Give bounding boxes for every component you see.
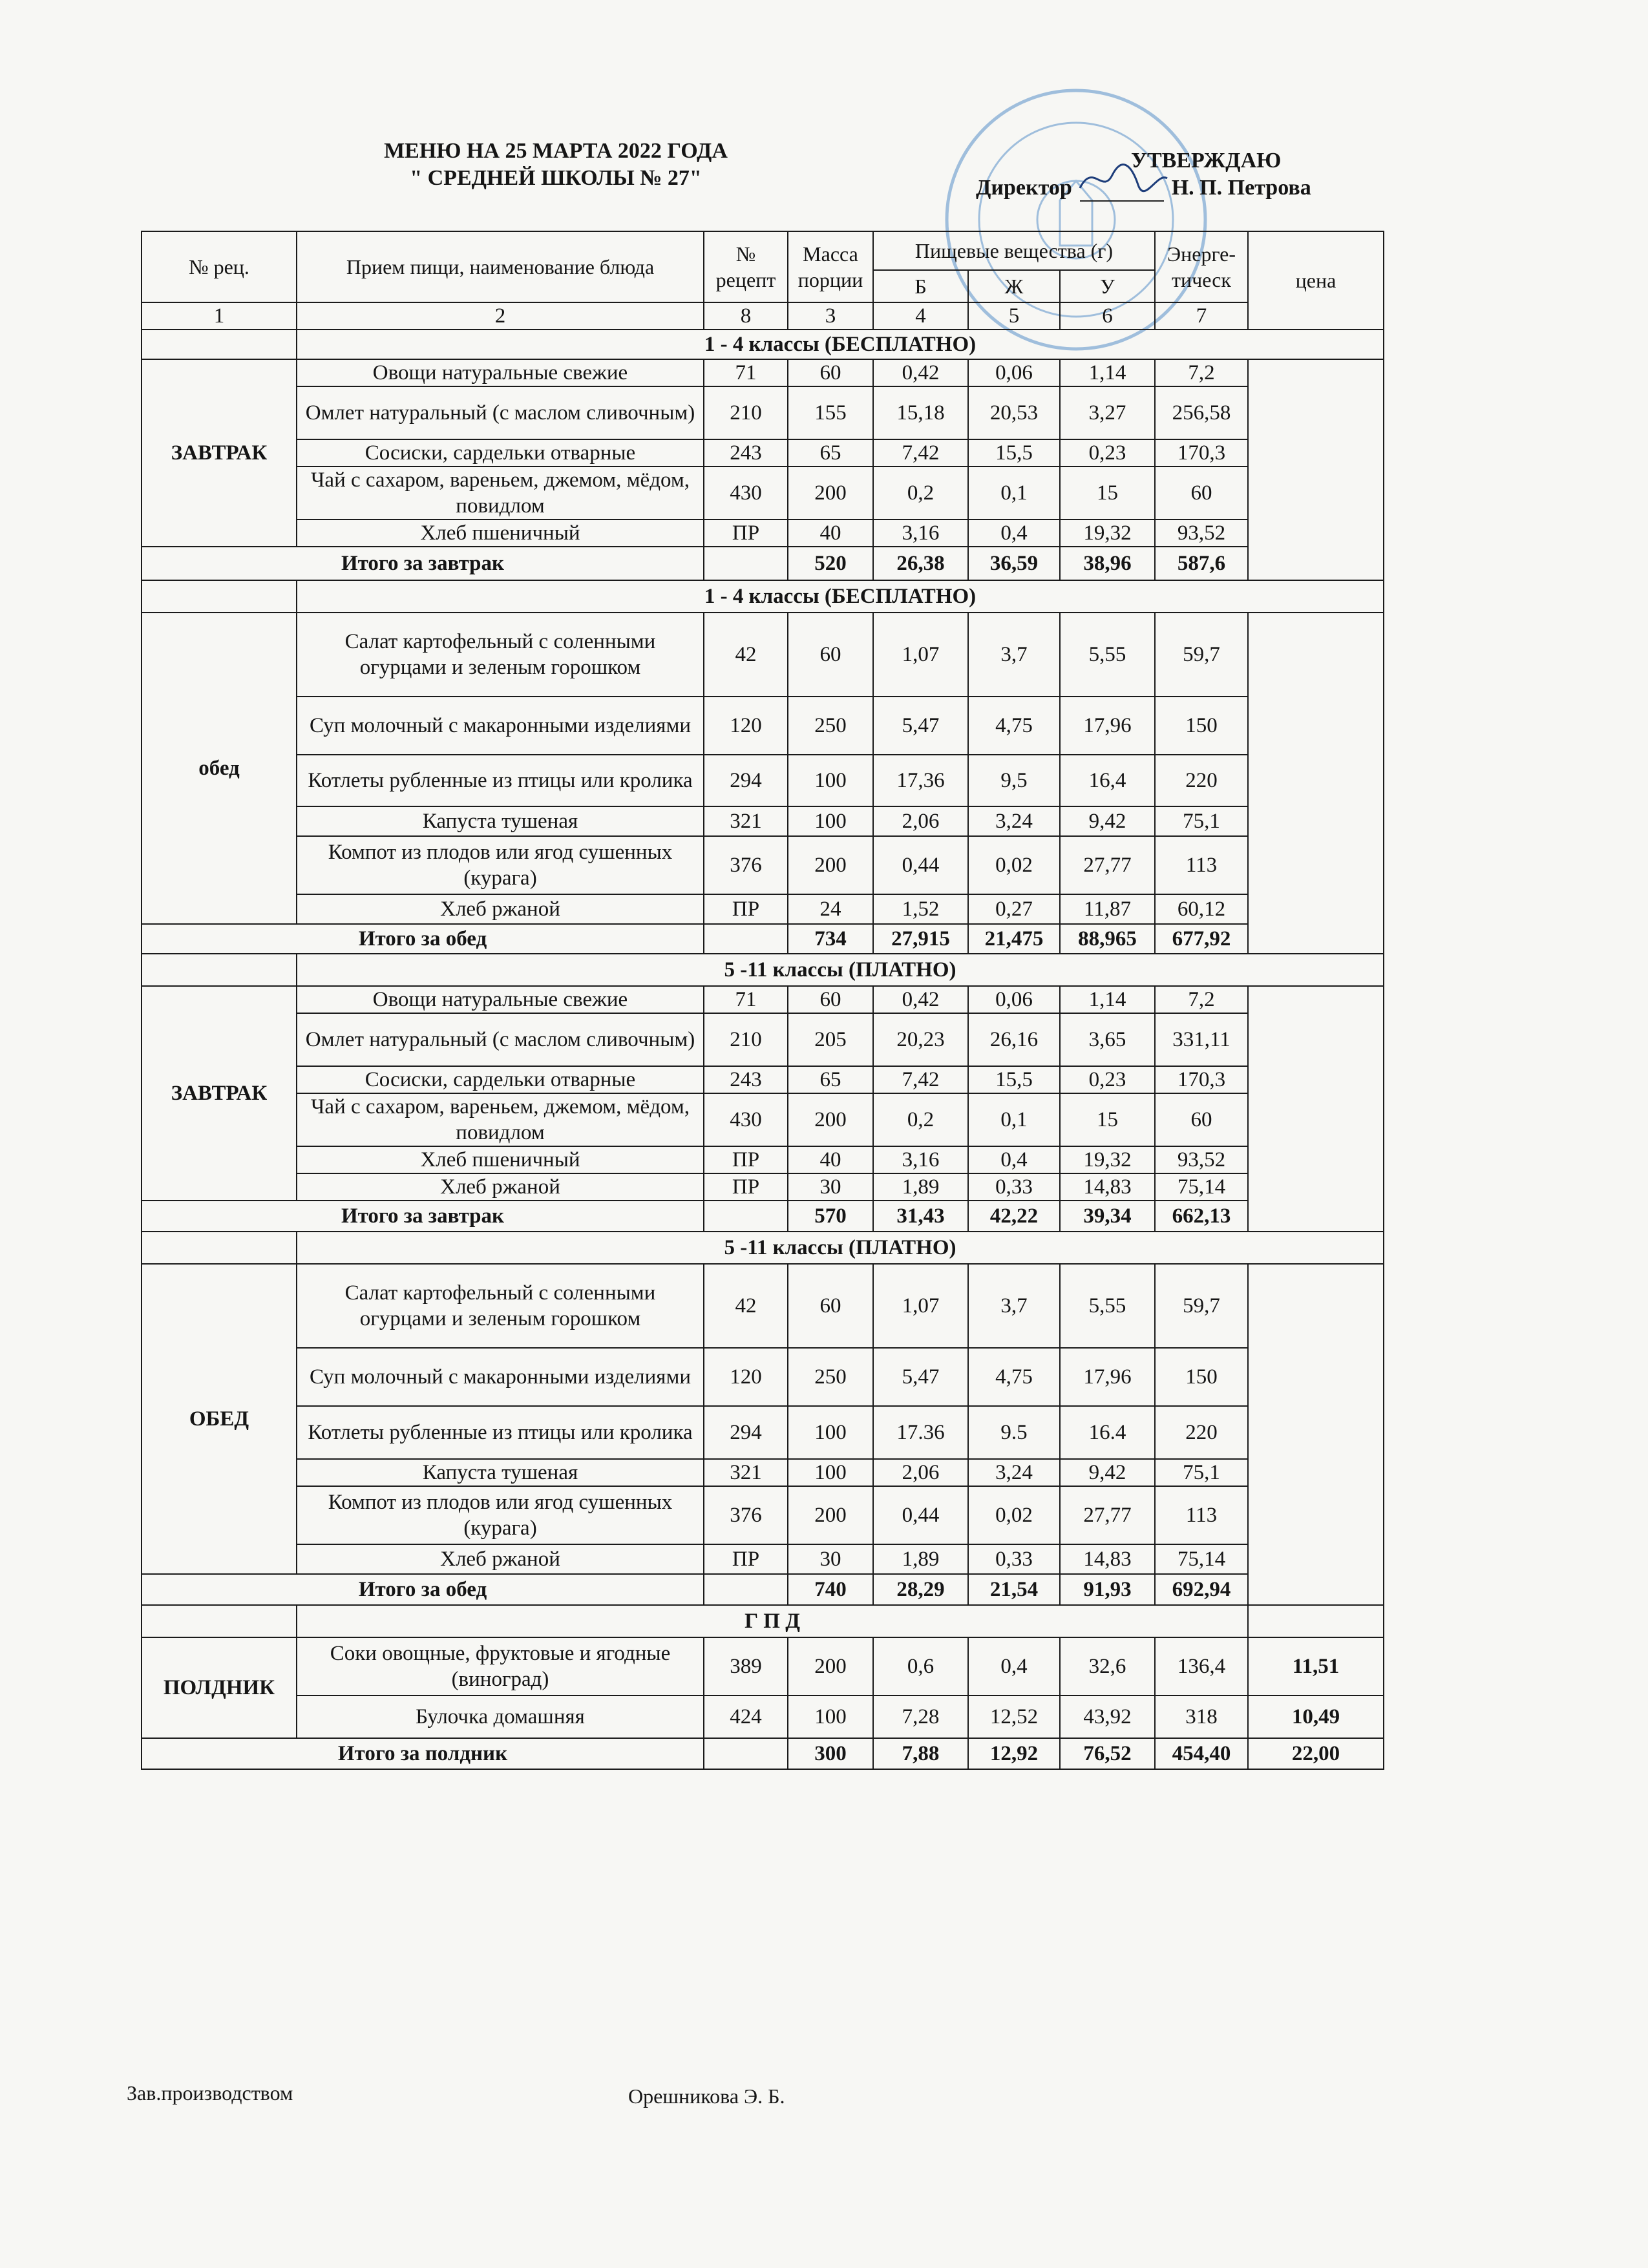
fat-value: 0,06 — [968, 986, 1060, 1013]
menu-title — [323, 138, 788, 192]
energy-value: 59,7 — [1155, 1264, 1248, 1348]
table-row — [142, 520, 1384, 547]
carb-value: 14,83 — [1060, 1544, 1155, 1574]
blank-cell — [704, 1738, 788, 1769]
carb-value: 27,77 — [1060, 836, 1155, 894]
price-cell — [1248, 1605, 1384, 1637]
dish-name: Чай с сахаром, вареньем, джемом, мёдом, повидлом — [297, 1093, 704, 1146]
fat-value: 4,75 — [968, 1348, 1060, 1406]
recipe-number: 120 — [704, 1348, 788, 1406]
table-row — [142, 755, 1384, 806]
dish-name: Соки овощные, фруктовые и ягодные (виноград) — [297, 1637, 704, 1696]
portion-mass: 200 — [788, 1486, 873, 1544]
col-number: 5 — [968, 302, 1060, 330]
portion-mass: 65 — [788, 1066, 873, 1093]
total-protein: 31,43 — [873, 1201, 968, 1232]
protein-value: 5,47 — [873, 1348, 968, 1406]
recipe-number: ПР — [704, 1146, 788, 1173]
portion-mass: 200 — [788, 1093, 873, 1146]
section-title: Г П Д — [297, 1605, 1248, 1637]
recipe-number: 210 — [704, 1013, 788, 1066]
fat-value: 15,5 — [968, 1066, 1060, 1093]
menu-table — [141, 231, 1384, 1770]
table-row — [142, 836, 1384, 894]
recipe-number: 42 — [704, 613, 788, 697]
total-price: 22,00 — [1248, 1738, 1384, 1769]
carb-value: 15 — [1060, 1093, 1155, 1146]
recipe-number: 376 — [704, 836, 788, 894]
fat-value: 4,75 — [968, 697, 1060, 755]
total-row — [142, 924, 1384, 954]
price-cell — [1248, 1264, 1384, 1605]
protein-value: 1,07 — [873, 613, 968, 697]
portion-mass: 100 — [788, 1696, 873, 1738]
energy-value: 150 — [1155, 1348, 1248, 1406]
energy-value: 60,12 — [1155, 894, 1248, 924]
energy-value: 170,3 — [1155, 439, 1248, 467]
col-header-b: Б — [873, 270, 968, 302]
signature-icon — [1073, 159, 1170, 198]
energy-value: 150 — [1155, 697, 1248, 755]
carb-value: 5,55 — [1060, 613, 1155, 697]
protein-value: 3,16 — [873, 1146, 968, 1173]
portion-mass: 200 — [788, 1637, 873, 1696]
energy-value: 220 — [1155, 1406, 1248, 1459]
total-fat: 21,475 — [968, 924, 1060, 954]
table-row — [142, 1696, 1384, 1738]
recipe-number: 430 — [704, 467, 788, 520]
dish-name: Сосиски, сардельки отварные — [297, 1066, 704, 1093]
price-cell — [1248, 359, 1384, 580]
carb-value: 17,96 — [1060, 697, 1155, 755]
protein-value: 17.36 — [873, 1406, 968, 1459]
carb-value: 19,32 — [1060, 520, 1155, 547]
approve-label: УТВЕРЖДАЮ — [1131, 149, 1282, 173]
production-manager-name: Орешникова Э. Б. — [628, 2084, 785, 2108]
section-title-row — [142, 954, 1384, 986]
portion-mass: 100 — [788, 1459, 873, 1486]
dish-name: Хлеб ржаной — [297, 1173, 704, 1201]
portion-mass: 30 — [788, 1544, 873, 1574]
blank-cell — [142, 1605, 297, 1637]
fat-value: 0,1 — [968, 1093, 1060, 1146]
section-title-row — [142, 1605, 1384, 1637]
energy-value: 136,4 — [1155, 1637, 1248, 1696]
total-mass: 734 — [788, 924, 873, 954]
fat-value: 0,02 — [968, 836, 1060, 894]
carb-value: 9,42 — [1060, 806, 1155, 836]
energy-value: 93,52 — [1155, 1146, 1248, 1173]
dish-name: Хлеб ржаной — [297, 1544, 704, 1574]
carb-value: 17,96 — [1060, 1348, 1155, 1406]
total-label: Итого за завтрак — [142, 547, 704, 580]
protein-value: 7,28 — [873, 1696, 968, 1738]
fat-value: 12,52 — [968, 1696, 1060, 1738]
table-row — [142, 1459, 1384, 1486]
recipe-number: 294 — [704, 1406, 788, 1459]
table-row — [142, 1406, 1384, 1459]
section-title: 1 - 4 классы (БЕСПЛАТНО) — [297, 330, 1384, 359]
recipe-number: 376 — [704, 1486, 788, 1544]
fat-value: 15,5 — [968, 439, 1060, 467]
energy-value: 256,58 — [1155, 386, 1248, 439]
fat-value: 9.5 — [968, 1406, 1060, 1459]
carb-value: 11,87 — [1060, 894, 1155, 924]
total-label: Итого за обед — [142, 924, 704, 954]
total-mass: 570 — [788, 1201, 873, 1232]
protein-value: 1,89 — [873, 1173, 968, 1201]
total-carb: 38,96 — [1060, 547, 1155, 580]
total-mass: 300 — [788, 1738, 873, 1769]
fat-value: 0,4 — [968, 1146, 1060, 1173]
total-fat: 42,22 — [968, 1201, 1060, 1232]
carb-value: 5,55 — [1060, 1264, 1155, 1348]
recipe-number: 71 — [704, 359, 788, 386]
total-label: Итого за полдник — [142, 1738, 704, 1769]
dish-name: Салат картофельный с соленными огурцами и зеленым горошком — [297, 613, 704, 697]
col-header-energy: Энерге-тическ — [1155, 231, 1248, 302]
portion-mass: 60 — [788, 359, 873, 386]
dish-name: Котлеты рубленные из птицы или кролика — [297, 1406, 704, 1459]
section-title: 1 - 4 классы (БЕСПЛАТНО) — [297, 580, 1384, 613]
portion-mass: 100 — [788, 806, 873, 836]
dish-name: Овощи натуральные свежие — [297, 986, 704, 1013]
protein-value: 0,42 — [873, 986, 968, 1013]
dish-name: Сосиски, сардельки отварные — [297, 439, 704, 467]
portion-mass: 200 — [788, 836, 873, 894]
recipe-number: 424 — [704, 1696, 788, 1738]
recipe-number: 321 — [704, 1459, 788, 1486]
blank-cell — [704, 1574, 788, 1605]
dish-name: Булочка домашняя — [297, 1696, 704, 1738]
price-value: 11,51 — [1248, 1637, 1384, 1696]
dish-name: Чай с сахаром, вареньем, джемом, мёдом, повидлом — [297, 467, 704, 520]
table-row — [142, 613, 1384, 697]
recipe-number: ПР — [704, 1173, 788, 1201]
meal-label: ПОЛДНИК — [142, 1637, 297, 1738]
table-row — [142, 806, 1384, 836]
carb-value: 9,42 — [1060, 1459, 1155, 1486]
portion-mass: 155 — [788, 386, 873, 439]
table-row — [142, 1013, 1384, 1066]
portion-mass: 24 — [788, 894, 873, 924]
col-header-dish: Прием пищи, наименование блюда — [297, 231, 704, 302]
protein-value: 2,06 — [873, 1459, 968, 1486]
recipe-number: 321 — [704, 806, 788, 836]
total-fat: 36,59 — [968, 547, 1060, 580]
total-mass: 520 — [788, 547, 873, 580]
protein-value: 0,44 — [873, 836, 968, 894]
energy-value: 60 — [1155, 467, 1248, 520]
carb-value: 32,6 — [1060, 1637, 1155, 1696]
meal-label: ЗАВТРАК — [142, 359, 297, 547]
fat-value: 3,24 — [968, 806, 1060, 836]
col-header-price: цена — [1248, 231, 1384, 330]
energy-value: 113 — [1155, 1486, 1248, 1544]
carb-value: 1,14 — [1060, 359, 1155, 386]
table-row — [142, 359, 1384, 386]
fat-value: 0,4 — [968, 1637, 1060, 1696]
portion-mass: 205 — [788, 1013, 873, 1066]
blank-cell — [142, 1232, 297, 1264]
energy-value: 75,14 — [1155, 1173, 1248, 1201]
table-row — [142, 386, 1384, 439]
energy-value: 170,3 — [1155, 1066, 1248, 1093]
dish-name: Суп молочный с макаронными изделиями — [297, 697, 704, 755]
director-label: Директор — [976, 176, 1072, 200]
table-row — [142, 1348, 1384, 1406]
recipe-number: 243 — [704, 439, 788, 467]
dish-name: Суп молочный с макаронными изделиями — [297, 1348, 704, 1406]
protein-value: 5,47 — [873, 697, 968, 755]
col-header-mass: Масса порции — [788, 231, 873, 302]
energy-value: 113 — [1155, 836, 1248, 894]
total-protein: 26,38 — [873, 547, 968, 580]
fat-value: 26,16 — [968, 1013, 1060, 1066]
energy-value: 59,7 — [1155, 613, 1248, 697]
protein-value: 1,07 — [873, 1264, 968, 1348]
protein-value: 7,42 — [873, 1066, 968, 1093]
total-fat: 21,54 — [968, 1574, 1060, 1605]
meal-label: ОБЕД — [142, 1264, 297, 1574]
section-title-row — [142, 1232, 1384, 1264]
total-carb: 76,52 — [1060, 1738, 1155, 1769]
col-header-u: У — [1060, 270, 1155, 302]
energy-value: 75,14 — [1155, 1544, 1248, 1574]
total-protein: 7,88 — [873, 1738, 968, 1769]
col-number: 1 — [142, 302, 297, 330]
carb-value: 19,32 — [1060, 1146, 1155, 1173]
meal-label: ЗАВТРАК — [142, 986, 297, 1201]
portion-mass: 250 — [788, 1348, 873, 1406]
portion-mass: 60 — [788, 1264, 873, 1348]
table-row — [142, 1486, 1384, 1544]
col-header-recipe: № рецепт — [704, 231, 788, 302]
carb-value: 16.4 — [1060, 1406, 1155, 1459]
table-row — [142, 1264, 1384, 1348]
recipe-number: ПР — [704, 520, 788, 547]
fat-value: 0,33 — [968, 1544, 1060, 1574]
total-protein: 28,29 — [873, 1574, 968, 1605]
protein-value: 20,23 — [873, 1013, 968, 1066]
production-manager-label: Зав.производством — [127, 2081, 293, 2105]
total-protein: 27,915 — [873, 924, 968, 954]
protein-value: 1,89 — [873, 1544, 968, 1574]
total-energy: 662,13 — [1155, 1201, 1248, 1232]
dish-name: Омлет натуральный (с маслом сливочным) — [297, 386, 704, 439]
col-number: 8 — [704, 302, 788, 330]
col-number: 3 — [788, 302, 873, 330]
protein-value: 2,06 — [873, 806, 968, 836]
protein-value: 17,36 — [873, 755, 968, 806]
price-cell — [1248, 986, 1384, 1232]
energy-value: 75,1 — [1155, 1459, 1248, 1486]
protein-value: 3,16 — [873, 520, 968, 547]
blank-cell — [142, 954, 297, 986]
protein-value: 1,52 — [873, 894, 968, 924]
portion-mass: 60 — [788, 613, 873, 697]
fat-value: 3,24 — [968, 1459, 1060, 1486]
portion-mass: 40 — [788, 520, 873, 547]
total-row — [142, 1201, 1384, 1232]
protein-value: 0,44 — [873, 1486, 968, 1544]
carb-value: 27,77 — [1060, 1486, 1155, 1544]
col-header-nutrients: Пищевые вещества (г) — [873, 231, 1155, 270]
total-energy: 454,40 — [1155, 1738, 1248, 1769]
table-row — [142, 1544, 1384, 1574]
director-signature — [1080, 184, 1164, 202]
table-row — [142, 697, 1384, 755]
recipe-number: 294 — [704, 755, 788, 806]
dish-name: Омлет натуральный (с маслом сливочным) — [297, 1013, 704, 1066]
protein-value: 15,18 — [873, 386, 968, 439]
table-row — [142, 1093, 1384, 1146]
col-number: 7 — [1155, 302, 1248, 330]
portion-mass: 100 — [788, 755, 873, 806]
dish-name: Хлеб пшеничный — [297, 520, 704, 547]
menu-title-line1: МЕНЮ НА 25 МАРТА 2022 ГОДА — [384, 139, 728, 163]
fat-value: 9,5 — [968, 755, 1060, 806]
portion-mass: 250 — [788, 697, 873, 755]
dish-name: Котлеты рубленные из птицы или кролика — [297, 755, 704, 806]
total-carb: 88,965 — [1060, 924, 1155, 954]
fat-value: 0,06 — [968, 359, 1060, 386]
total-carb: 39,34 — [1060, 1201, 1155, 1232]
portion-mass: 40 — [788, 1146, 873, 1173]
dish-name: Компот из плодов или ягод сушенных (курага) — [297, 1486, 704, 1544]
total-energy: 677,92 — [1155, 924, 1248, 954]
dish-name: Салат картофельный с соленными огурцами и зеленым горошком — [297, 1264, 704, 1348]
col-number: 4 — [873, 302, 968, 330]
director-name: Н. П. Петрова — [1171, 176, 1311, 200]
fat-value: 3,7 — [968, 613, 1060, 697]
table-row — [142, 1066, 1384, 1093]
blank-cell — [142, 580, 297, 613]
protein-value: 0,6 — [873, 1637, 968, 1696]
energy-value: 93,52 — [1155, 520, 1248, 547]
recipe-number: 389 — [704, 1637, 788, 1696]
blank-cell — [704, 1201, 788, 1232]
section-title: 5 -11 классы (ПЛАТНО) — [297, 1232, 1384, 1264]
energy-value: 75,1 — [1155, 806, 1248, 836]
carb-value: 0,23 — [1060, 1066, 1155, 1093]
table-row — [142, 1146, 1384, 1173]
portion-mass: 100 — [788, 1406, 873, 1459]
portion-mass: 30 — [788, 1173, 873, 1201]
table-row — [142, 439, 1384, 467]
section-title-row — [142, 330, 1384, 359]
recipe-number: 120 — [704, 697, 788, 755]
total-mass: 740 — [788, 1574, 873, 1605]
recipe-number: ПР — [704, 1544, 788, 1574]
blank-cell — [704, 547, 788, 580]
total-energy: 692,94 — [1155, 1574, 1248, 1605]
price-value: 10,49 — [1248, 1696, 1384, 1738]
total-carb: 91,93 — [1060, 1574, 1155, 1605]
dish-name: Хлеб пшеничный — [297, 1146, 704, 1173]
total-row — [142, 1574, 1384, 1605]
section-title: 5 -11 классы (ПЛАТНО) — [297, 954, 1384, 986]
col-header-no: № рец. — [142, 231, 297, 302]
carb-value: 14,83 — [1060, 1173, 1155, 1201]
section-title-row — [142, 580, 1384, 613]
dish-name: Капуста тушеная — [297, 1459, 704, 1486]
fat-value: 0,33 — [968, 1173, 1060, 1201]
blank-cell — [704, 924, 788, 954]
total-fat: 12,92 — [968, 1738, 1060, 1769]
recipe-number: ПР — [704, 894, 788, 924]
portion-mass: 65 — [788, 439, 873, 467]
menu-title-line2: " СРЕДНЕЙ ШКОЛЫ № 27" — [410, 166, 702, 190]
meal-label: обед — [142, 613, 297, 924]
approval-block — [976, 147, 1389, 202]
dish-name: Хлеб ржаной — [297, 894, 704, 924]
fat-value: 0,27 — [968, 894, 1060, 924]
energy-value: 318 — [1155, 1696, 1248, 1738]
table-row — [142, 467, 1384, 520]
total-energy: 587,6 — [1155, 547, 1248, 580]
carb-value: 16,4 — [1060, 755, 1155, 806]
protein-value: 7,42 — [873, 439, 968, 467]
total-row — [142, 547, 1384, 580]
protein-value: 0,2 — [873, 467, 968, 520]
recipe-number: 210 — [704, 386, 788, 439]
blank-cell — [142, 330, 297, 359]
total-label: Итого за завтрак — [142, 1201, 704, 1232]
carb-value: 1,14 — [1060, 986, 1155, 1013]
portion-mass: 200 — [788, 467, 873, 520]
recipe-number: 243 — [704, 1066, 788, 1093]
fat-value: 3,7 — [968, 1264, 1060, 1348]
recipe-number: 430 — [704, 1093, 788, 1146]
total-label: Итого за обед — [142, 1574, 704, 1605]
energy-value: 331,11 — [1155, 1013, 1248, 1066]
carb-value: 43,92 — [1060, 1696, 1155, 1738]
table-row — [142, 986, 1384, 1013]
price-cell — [1248, 613, 1384, 954]
table-row — [142, 1173, 1384, 1201]
energy-value: 7,2 — [1155, 986, 1248, 1013]
portion-mass: 60 — [788, 986, 873, 1013]
carb-value: 0,23 — [1060, 439, 1155, 467]
recipe-number: 71 — [704, 986, 788, 1013]
dish-name: Овощи натуральные свежие — [297, 359, 704, 386]
dish-name: Компот из плодов или ягод сушенных (курага) — [297, 836, 704, 894]
total-row — [142, 1738, 1384, 1769]
fat-value: 0,1 — [968, 467, 1060, 520]
protein-value: 0,42 — [873, 359, 968, 386]
fat-value: 0,02 — [968, 1486, 1060, 1544]
col-number: 6 — [1060, 302, 1155, 330]
energy-value: 7,2 — [1155, 359, 1248, 386]
carb-value: 3,27 — [1060, 386, 1155, 439]
table-row — [142, 894, 1384, 924]
fat-value: 20,53 — [968, 386, 1060, 439]
dish-name: Капуста тушеная — [297, 806, 704, 836]
energy-value: 60 — [1155, 1093, 1248, 1146]
col-number: 2 — [297, 302, 704, 330]
energy-value: 220 — [1155, 755, 1248, 806]
carb-value: 3,65 — [1060, 1013, 1155, 1066]
carb-value: 15 — [1060, 467, 1155, 520]
col-header-zh: Ж — [968, 270, 1060, 302]
table-row — [142, 1637, 1384, 1696]
fat-value: 0,4 — [968, 520, 1060, 547]
protein-value: 0,2 — [873, 1093, 968, 1146]
recipe-number: 42 — [704, 1264, 788, 1348]
